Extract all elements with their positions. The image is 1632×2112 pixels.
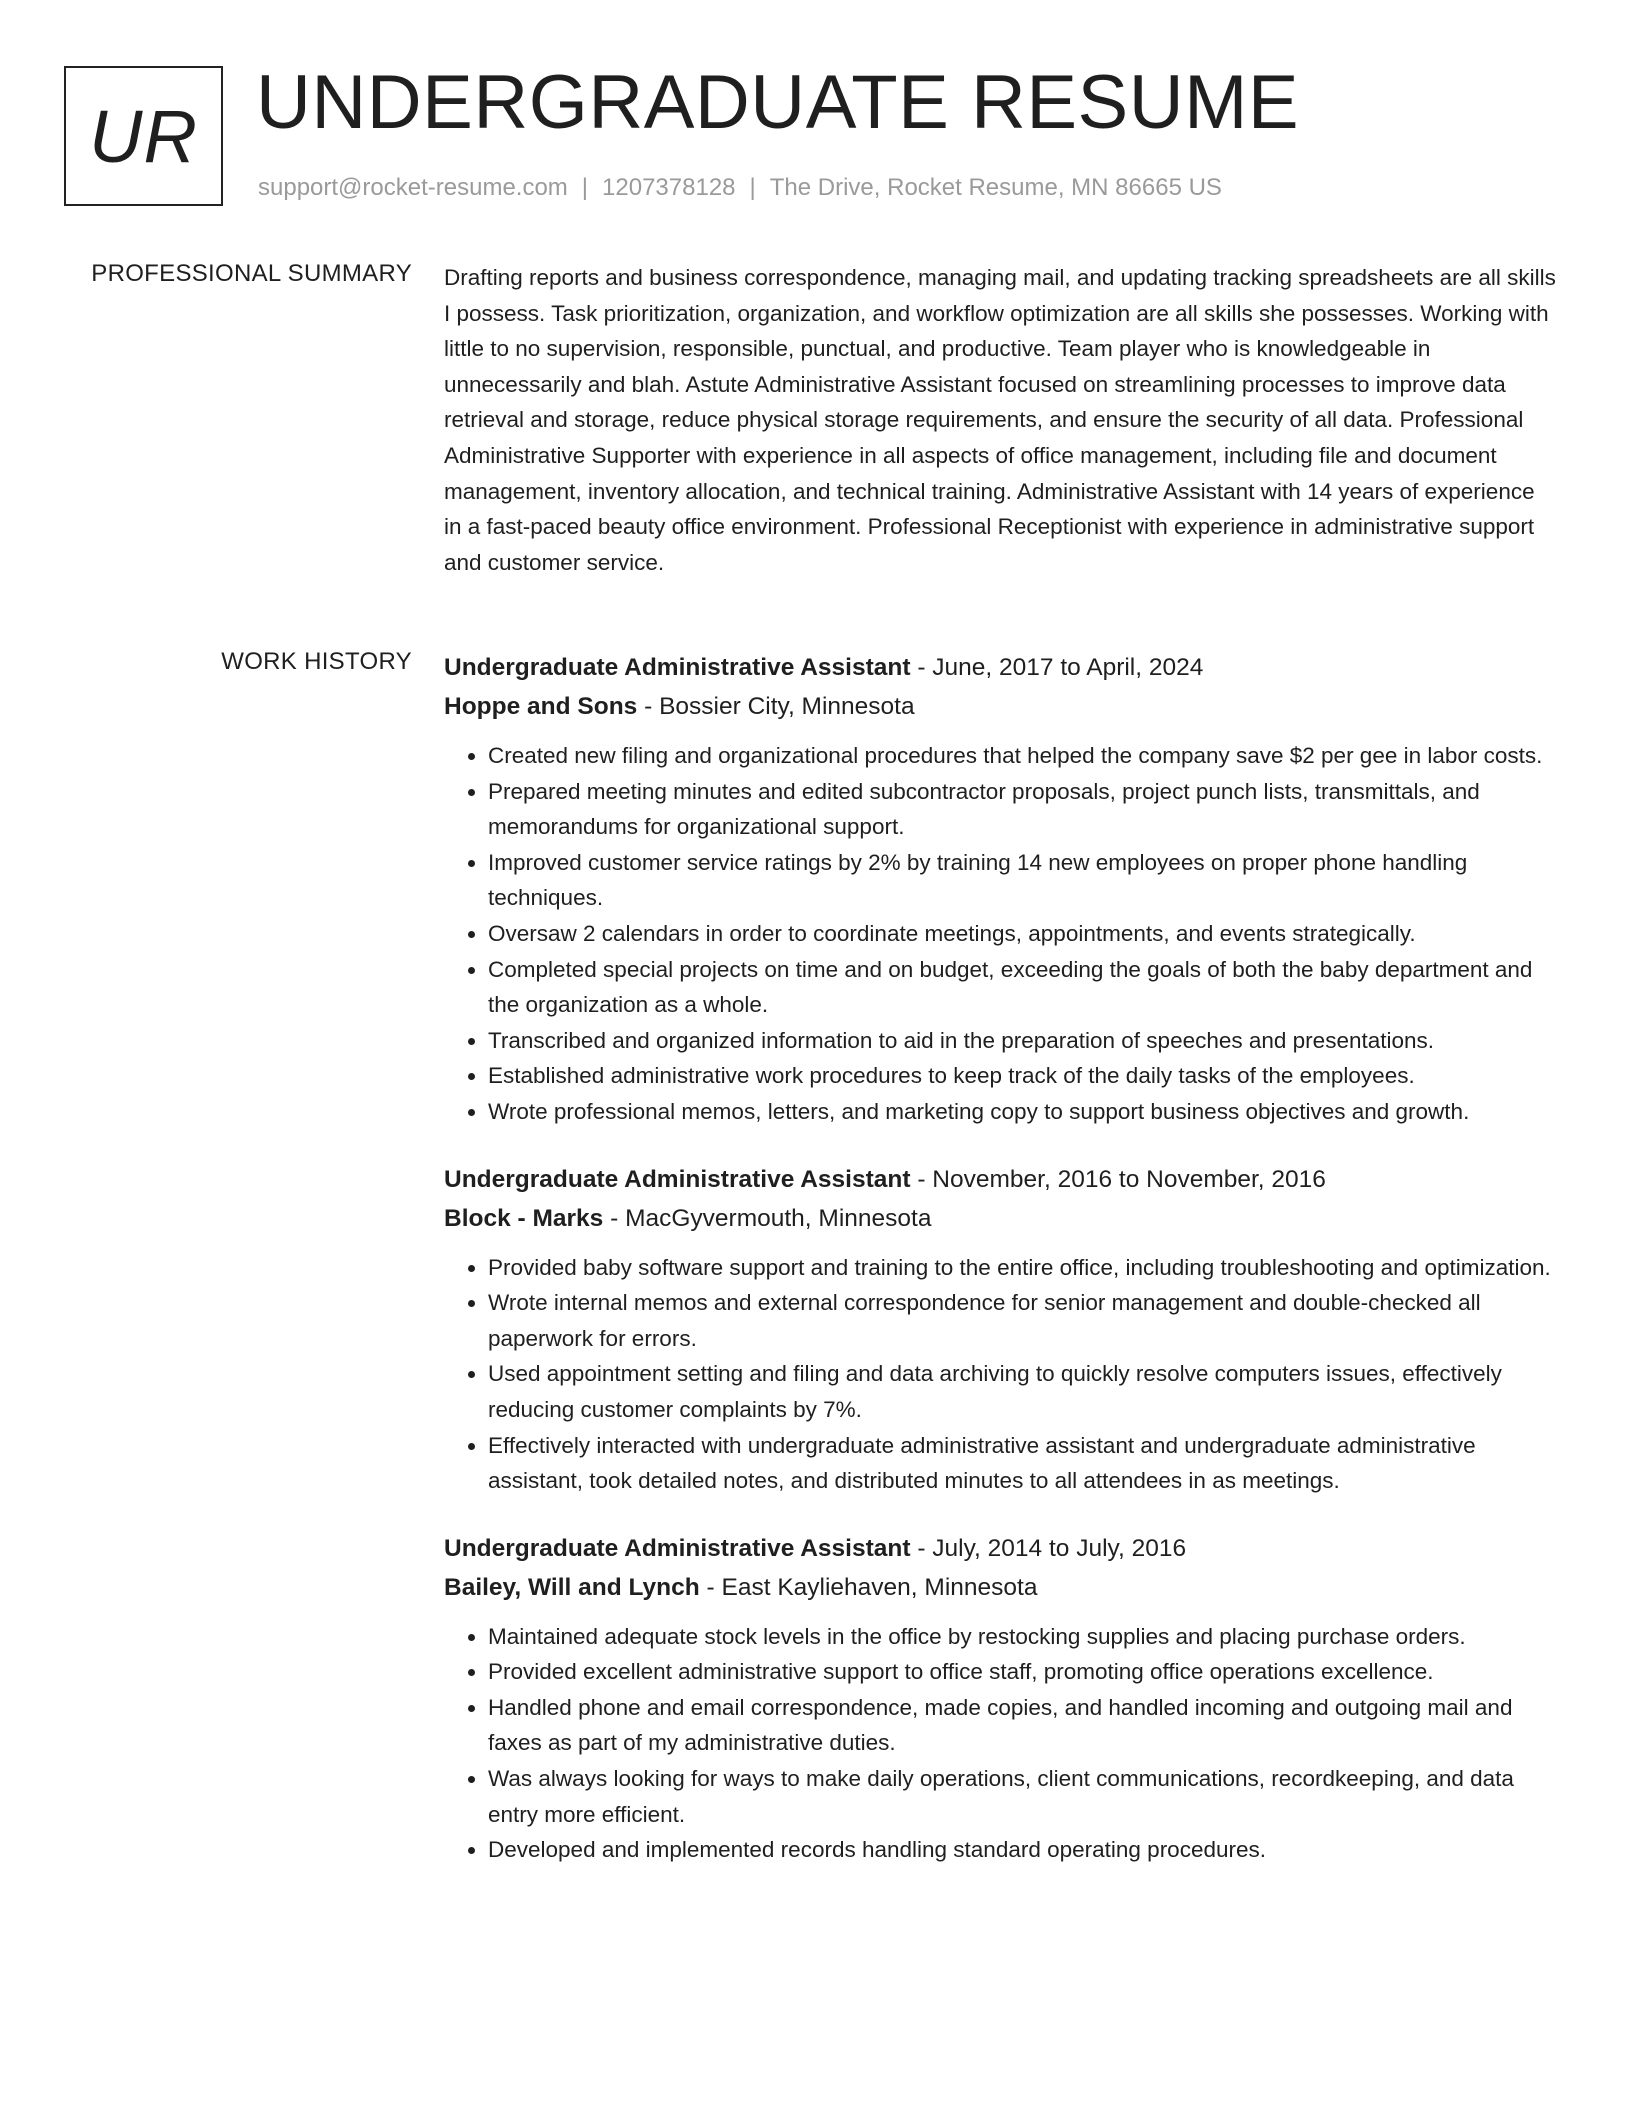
- job-bullet: • Provided excellent administrative support to office staff, promoting office operations excellence.: [488, 1654, 1556, 1690]
- job-bullet: • Handled phone and email correspondence, made copies, and handled incoming and outgoing mail and faxes as part of my administrative duties.: [488, 1690, 1556, 1761]
- summary-body: [444, 260, 1556, 580]
- job-bullet: • Used appointment setting and filing and data archiving to quickly resolve computers issues, effectively reducing customer complaints by 7%.: [488, 1356, 1556, 1427]
- job-location: - East Kayliehaven, Minnesota: [699, 1573, 1038, 1601]
- contact-separator: |: [749, 174, 756, 201]
- job-title-line: [444, 1529, 1556, 1568]
- job-bullet: • Was always looking for ways to make daily operations, client communications, recordkeeping, and data entry more efficient.: [488, 1761, 1556, 1832]
- job-company: Bailey, Will and Lynch: [444, 1573, 700, 1601]
- job-dates: - November, 2016 to November, 2016: [910, 1165, 1326, 1193]
- job-company-line: [444, 1568, 1556, 1607]
- job-bullet: • Prepared meeting minutes and edited subcontractor proposals, project punch lists, transmittals, and memorandums for organizational support.: [488, 774, 1556, 845]
- work-history-heading: WORK HISTORY: [221, 648, 412, 675]
- job-entry: [444, 1529, 1556, 1868]
- job-bullet: • Created new filing and organizational procedures that helped the company save $2 per gee in labor costs.: [488, 738, 1556, 774]
- job-dates: - June, 2017 to April, 2024: [910, 654, 1204, 681]
- job-bullet: • Developed and implemented records handling standard operating procedures.: [488, 1832, 1556, 1868]
- job-title-line: [444, 1160, 1556, 1199]
- job-location: - Bossier City, Minnesota: [637, 693, 915, 720]
- job-bullet: • Improved customer service ratings by 2% by training 14 new employees on proper phone handling techniques.: [488, 845, 1556, 916]
- job-title: Undergraduate Administrative Assistant: [444, 1165, 911, 1193]
- job-location: - MacGyvermouth, Minnesota: [603, 1204, 932, 1232]
- job-bullet: • Wrote professional memos, letters, and marketing copy to support business objectives and growth.: [488, 1094, 1556, 1130]
- contact-address: The Drive, Rocket Resume, MN 86665 US: [769, 174, 1222, 201]
- job-company: Block - Marks: [444, 1204, 604, 1232]
- contact-phone: 1207378128: [602, 174, 736, 201]
- monogram-initials: UR: [89, 94, 198, 178]
- job-company: Hoppe and Sons: [444, 693, 638, 720]
- job-bullets: [444, 1619, 1556, 1868]
- job-bullets: [444, 1250, 1556, 1499]
- job-entry: [444, 648, 1556, 1130]
- summary-text: Drafting reports and business correspondence, managing mail, and updating tracking spreadsheets are all skills I possess. Task prioritization, organization, and workflow optimization are all skills she possesses. Working with little to no supervision, responsible, punctual, and productive. Team player who is knowledgeable in unnecessarily and blah. Astute Administrative Assistant focused on streamlining processes to improve data retrieval and storage, reduce physical storage requirements, and ensure the security of all data. Professional Administrative Supporter with experience in all aspects of office management, including file and document management, inventory allocation, and technical training. Administrative Assistant with 14 years of experience in a fast-paced beauty office environment. Professional Receptionist with experience in administrative support and customer service.: [444, 265, 1556, 575]
- contact-separator: |: [581, 174, 589, 201]
- job-bullet: • Maintained adequate stock levels in the office by restocking supplies and placing purchase orders.: [488, 1619, 1556, 1655]
- job-bullet: • Provided baby software support and training to the entire office, including troubleshooting and optimization.: [488, 1250, 1556, 1286]
- job-bullets: [444, 738, 1556, 1130]
- job-company-line: [444, 1199, 1556, 1238]
- job-title: Undergraduate Administrative Assistant: [444, 654, 911, 681]
- job-bullet: • Wrote internal memos and external correspondence for senior management and double-checked all paperwork for errors.: [488, 1285, 1556, 1356]
- summary-heading: PROFESSIONAL SUMMARY: [91, 260, 412, 287]
- job-entry: [444, 1160, 1556, 1499]
- monogram-box: [64, 66, 223, 206]
- contact-email: support@rocket-resume.com: [258, 174, 568, 201]
- job-title: Undergraduate Administrative Assistant: [444, 1534, 911, 1562]
- resume-title: UNDERGRADUATE RESUME: [256, 60, 1300, 145]
- work-history-body: [444, 648, 1556, 1898]
- job-bullet: • Oversaw 2 calendars in order to coordinate meetings, appointments, and events strategically.: [488, 916, 1556, 952]
- job-bullet: • Effectively interacted with undergraduate administrative assistant and undergraduate administrative assistant, took detailed notes, and distributed minutes to all attendees in as meetings.: [488, 1428, 1556, 1499]
- job-bullet: • Established administrative work procedures to keep track of the daily tasks of the employees.: [488, 1058, 1556, 1094]
- job-bullet: • Transcribed and organized information to aid in the preparation of speeches and presentations.: [488, 1023, 1556, 1059]
- job-title-line: [444, 648, 1556, 687]
- job-bullet: • Completed special projects on time and on budget, exceeding the goals of both the baby department and the organization as a whole.: [488, 952, 1556, 1023]
- job-company-line: [444, 687, 1556, 726]
- contact-line: [258, 174, 1222, 202]
- job-dates: - July, 2014 to July, 2016: [910, 1534, 1187, 1562]
